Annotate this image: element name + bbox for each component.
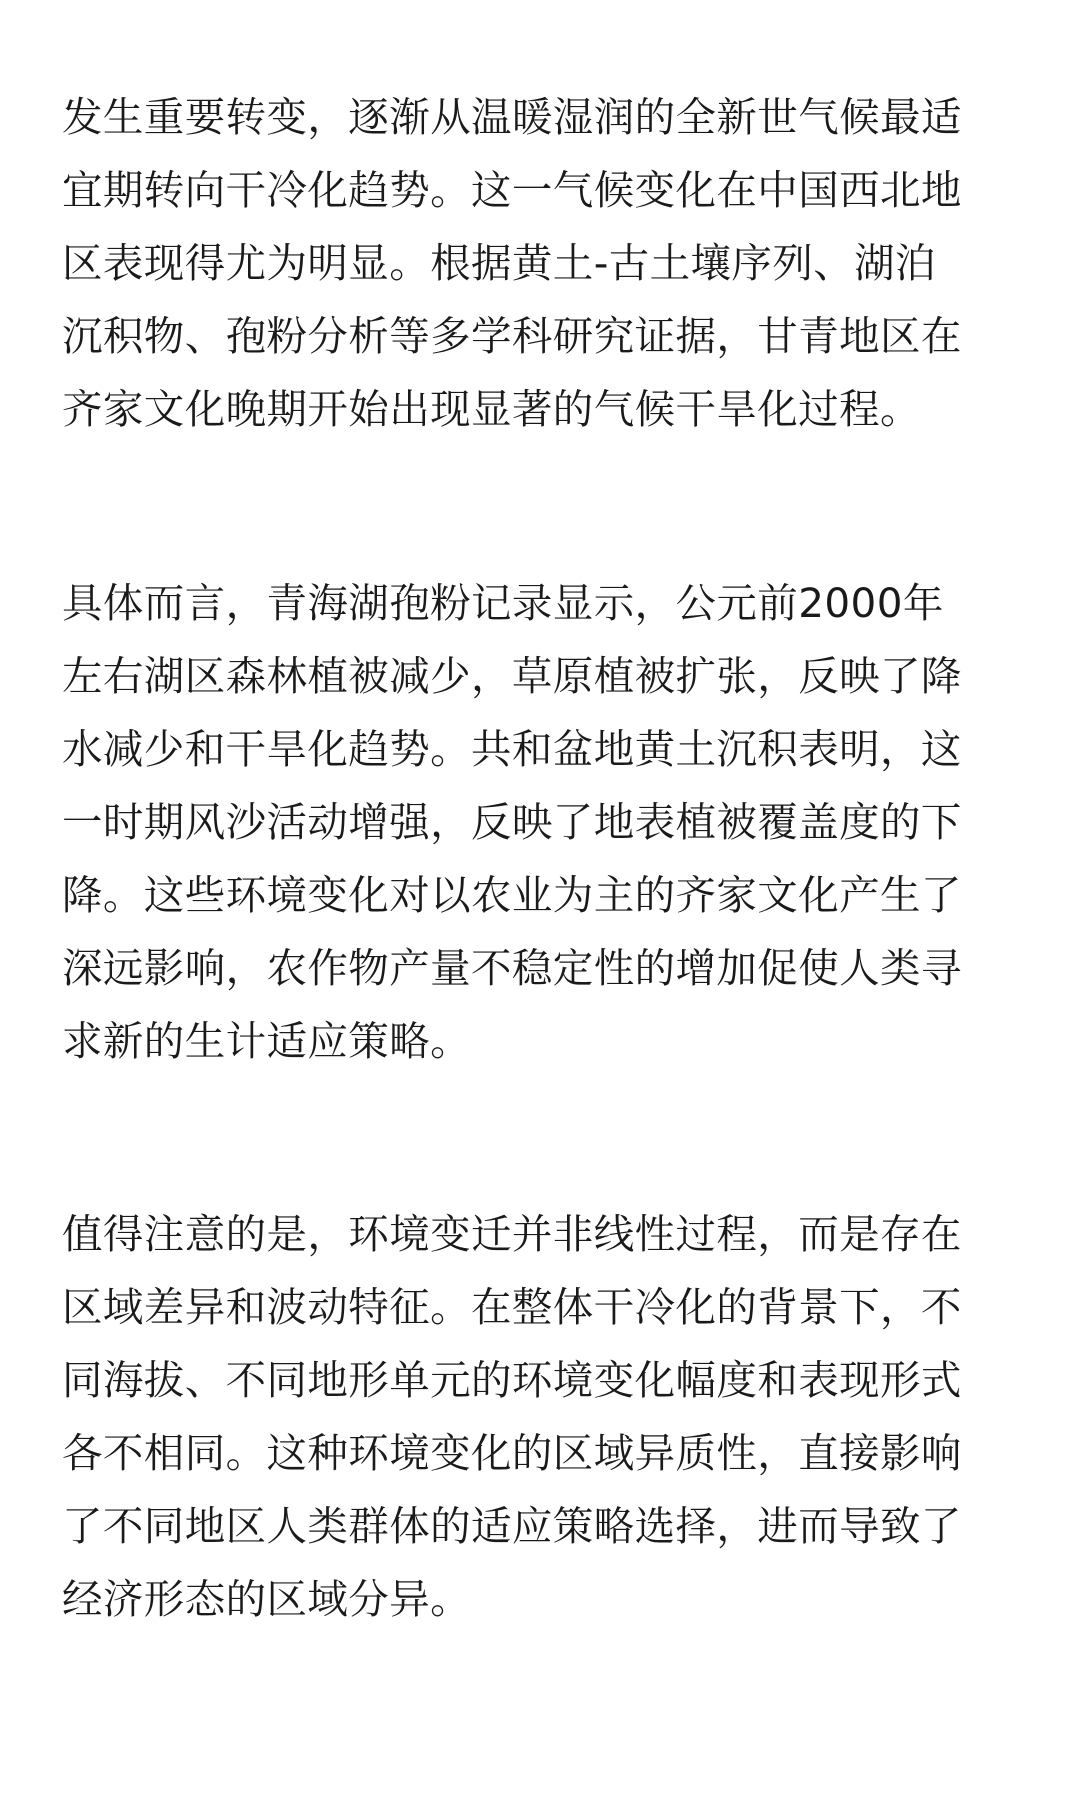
text-line: 深远影响，农作物产量不稳定性的增加促使人类寻 [62,944,962,992]
text-line: 沉积物、孢粉分析等多学科研究证据，甘青地区在 [62,312,962,360]
text-line: 同海拔、不同地形单元的环境变化幅度和表现形式 [62,1356,962,1404]
text-line: 齐家文化晚期开始出现显著的气候干旱化过程。 [62,385,921,433]
text-line: 求新的生计适应策略。 [62,1017,471,1065]
text-line: 宜期转向干冷化趋势。这一气候变化在中国西北地 [62,166,962,214]
paragraph-regional-variation [62,1198,962,1636]
text-line: 经济形态的区域分异。 [62,1575,471,1623]
text-line: 发生重要转变，逐渐从温暖湿润的全新世气候最适 [62,93,962,141]
text-line: 具体而言，青海湖孢粉记录显示，公元前2000年 [62,579,944,627]
text-line: 左右湖区森林植被减少，草原植被扩张，反映了降 [62,652,962,700]
text-line: 水减少和干旱化趋势。共和盆地黄土沉积表明，这 [62,725,962,773]
text-line: 一时期风沙活动增强，反映了地表植被覆盖度的下 [62,798,962,846]
text-line: 降。这些环境变化对以农业为主的齐家文化产生了 [62,871,962,919]
paragraph-climate-shift [62,81,962,446]
text-line: 值得注意的是，环境变迁并非线性过程，而是存在 [62,1210,962,1258]
text-line: 区表现得尤为明显。根据黄土-古土壤序列、湖泊 [62,239,936,287]
text-line: 各不相同。这种环境变化的区域异质性，直接影响 [62,1429,962,1477]
paragraph-qinghai-evidence [62,567,962,1078]
text-line: 了不同地区人类群体的适应策略选择，进而导致了 [62,1502,962,1550]
text-line: 区域差异和波动特征。在整体干冷化的背景下，不 [62,1283,962,1331]
